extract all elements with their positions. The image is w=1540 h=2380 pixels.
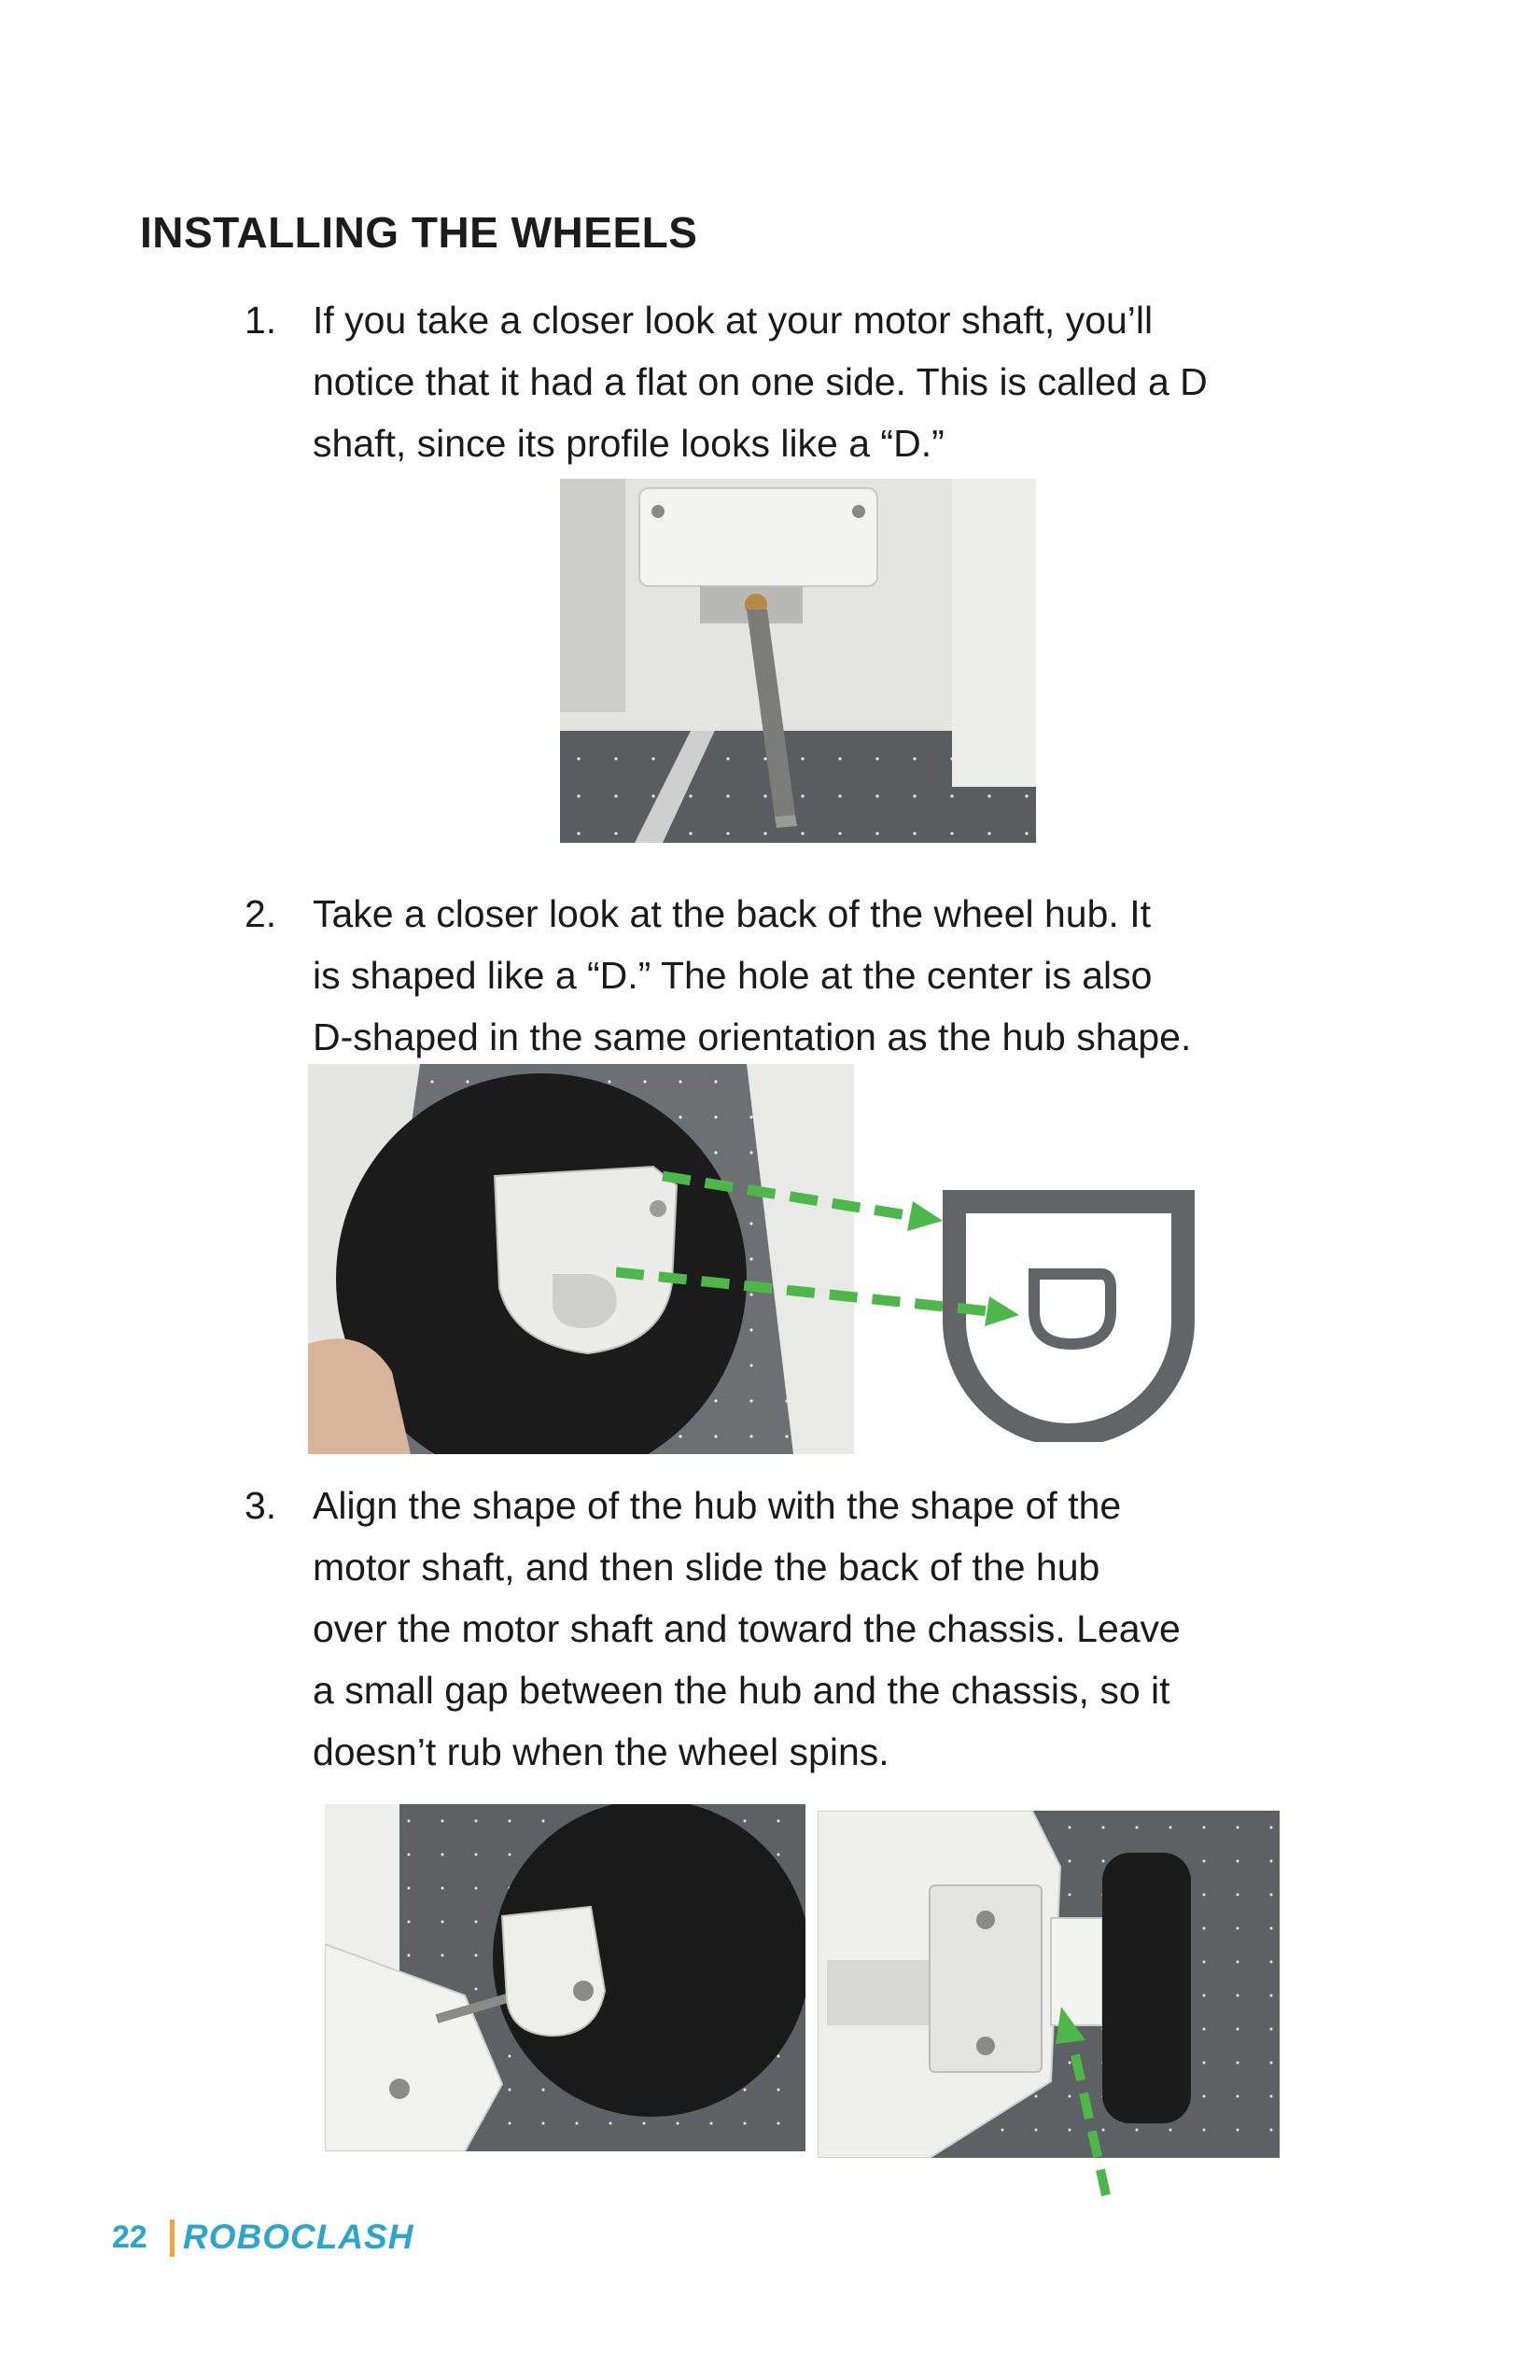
step-text	[313, 1475, 1386, 1783]
step-text-line: is shaped like a “D.” The hole at the center is also	[313, 954, 1153, 997]
step-text-line: D-shaped in the same orientation as the hub shape.	[313, 1015, 1192, 1058]
arrow-to-gap-icon	[1041, 2007, 1125, 2203]
footer-divider	[170, 2219, 175, 2257]
d-hub-outline-icon	[943, 1190, 1195, 1442]
step-text-line: over the motor shaft and toward the chassis. Leave	[313, 1607, 1181, 1650]
footer-brand: ROBOCLASH	[183, 2218, 414, 2256]
step-text-line: motor shaft, and then slide the back of the hub	[313, 1546, 1100, 1589]
step-number: 1.	[245, 299, 277, 342]
arrow-lower-icon	[616, 1272, 989, 1311]
step-text-line: doesn’t rub when the wheel spins.	[313, 1730, 889, 1773]
section-heading: INSTALLING THE WHEELS	[140, 208, 698, 257]
step-text-line: a small gap between the hub and the chassis, so it	[313, 1669, 1170, 1712]
wheel-on-shaft-photo	[325, 1804, 805, 2151]
motor-shaft-photo	[560, 479, 1036, 843]
step-text-line: notice that it had a flat on one side. This is called a D	[313, 360, 1208, 403]
step-text-line: Take a closer look at the back of the wheel hub. It	[313, 892, 1151, 935]
step-number: 3.	[245, 1484, 277, 1527]
step-text	[313, 289, 1386, 474]
step-text-line: Align the shape of the hub with the shape of the	[313, 1484, 1122, 1527]
page-number: 22	[112, 2219, 147, 2255]
step-number: 2.	[245, 892, 277, 935]
d-hole-icon	[1034, 1274, 1111, 1344]
arrow-upper-icon	[663, 1176, 913, 1216]
step-text-line: If you take a closer look at your motor shaft, you’ll	[313, 299, 1154, 342]
step-text	[313, 883, 1386, 1068]
step-text-line: shaft, since its profile looks like a “D.”	[313, 422, 945, 465]
d-shape-diagram	[616, 1134, 1204, 1442]
